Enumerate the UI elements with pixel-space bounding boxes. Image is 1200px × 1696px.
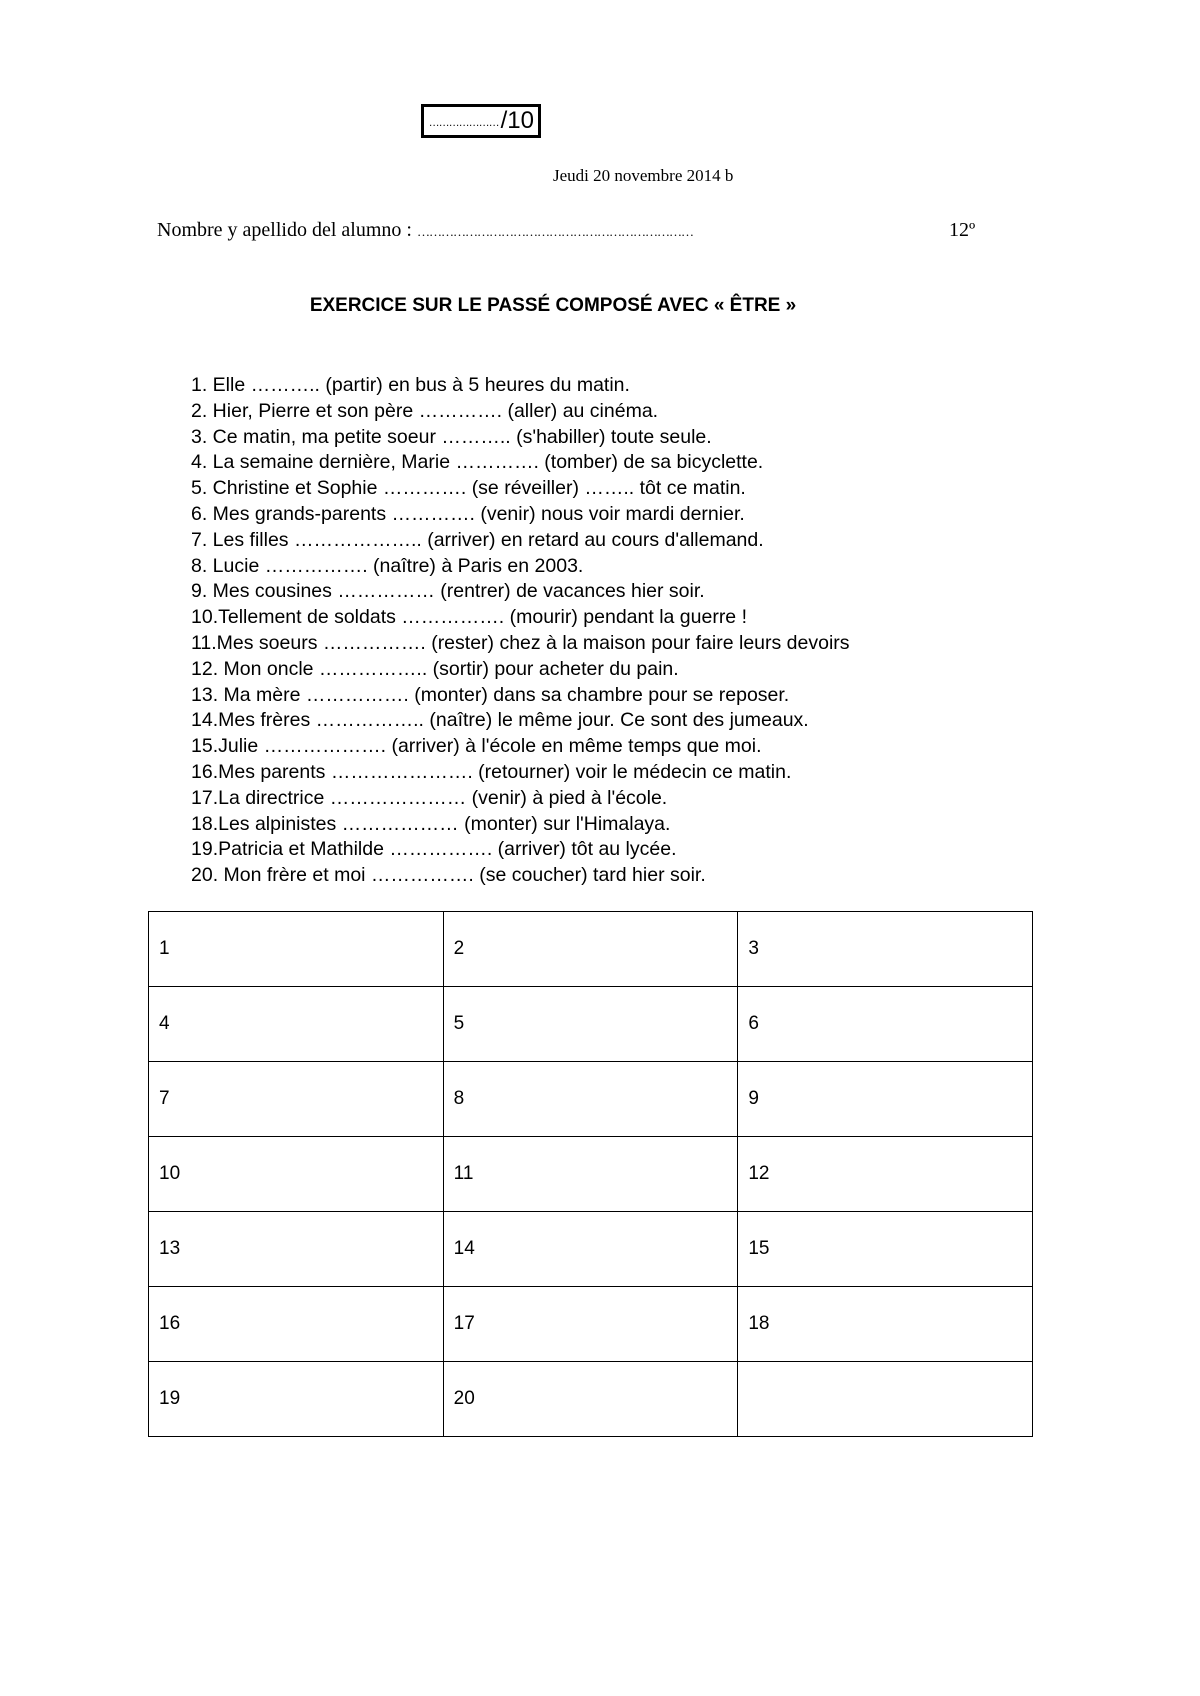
student-grade: 12º: [949, 219, 976, 241]
answer-cell[interactable]: 15: [738, 1212, 1033, 1287]
student-name-label: Nombre y apellido del alumno :: [157, 219, 412, 241]
exercise-list: [191, 373, 850, 889]
answer-cell[interactable]: 1: [149, 912, 444, 987]
answer-cell[interactable]: 9: [738, 1062, 1033, 1137]
answer-cell[interactable]: 20: [443, 1362, 738, 1437]
answer-cell[interactable]: 19: [149, 1362, 444, 1437]
answer-row: [149, 1137, 1033, 1212]
answer-cell[interactable]: 8: [443, 1062, 738, 1137]
answer-cell[interactable]: 16: [149, 1287, 444, 1362]
answer-cell[interactable]: 7: [149, 1062, 444, 1137]
answer-row: [149, 987, 1033, 1062]
answer-grid: [148, 911, 1033, 1437]
answer-cell[interactable]: 17: [443, 1287, 738, 1362]
exercise-item: 12. Mon oncle …………….. (sortir) pour acheter du pain.: [191, 657, 679, 680]
exercise-item: 19.Patricia et Mathilde ……………. (arriver) tôt au lycée.: [191, 838, 677, 861]
exercise-item: 10.Tellement de soldats ……………. (mourir) pendant la guerre !: [191, 606, 747, 629]
answer-cell[interactable]: 11: [443, 1137, 738, 1212]
exercise-item: 14.Mes frères …………….. (naître) le même jour. Ce sont des jumeaux.: [191, 709, 809, 732]
answer-cell[interactable]: 10: [149, 1137, 444, 1212]
exercise-item: 1. Elle ……….. (partir) en bus à 5 heures du matin.: [191, 374, 630, 396]
exercise-item: 16.Mes parents …………………. (retourner) voir le médecin ce matin.: [191, 760, 792, 783]
exercise-item: 7. Les filles ……………….. (arriver) en retard au cours d'allemand.: [191, 528, 764, 551]
answer-cell[interactable]: 14: [443, 1212, 738, 1287]
answer-cell[interactable]: [738, 1362, 1033, 1437]
exercise-item: 11.Mes soeurs ……………. (rester) chez à la maison pour faire leurs devoirs: [191, 631, 850, 654]
exercise-item: 4. La semaine dernière, Marie …………. (tomber) de sa bicyclette.: [191, 451, 764, 474]
answer-cell[interactable]: 18: [738, 1287, 1033, 1362]
page-title: EXERCICE SUR LE PASSÉ COMPOSÉ AVEC « ÊTRE »: [309, 295, 797, 316]
exercise-item: 8. Lucie ……………. (naître) à Paris en 2003.: [191, 554, 584, 577]
answer-row: [149, 1062, 1033, 1137]
score-total: /10: [500, 107, 534, 134]
student-name-blank[interactable]: ……………………………………………………………: [416, 224, 693, 239]
student-name-line: [157, 219, 693, 242]
answer-row: [149, 1287, 1033, 1362]
answer-cell[interactable]: 6: [738, 987, 1033, 1062]
score-blank[interactable]: …………………: [428, 117, 499, 129]
exercise-item: 13. Ma mère ……………. (monter) dans sa chambre pour se reposer.: [191, 683, 790, 706]
exercise-item: 15.Julie ………………. (arriver) à l'école en même temps que moi.: [191, 735, 762, 758]
answer-cell[interactable]: 2: [443, 912, 738, 987]
answer-cell[interactable]: 12: [738, 1137, 1033, 1212]
answer-cell[interactable]: 4: [149, 987, 444, 1062]
exercise-item: 9. Mes cousines …………… (rentrer) de vacances hier soir.: [191, 580, 705, 603]
answer-cell[interactable]: 3: [738, 912, 1033, 987]
answer-row: [149, 912, 1033, 987]
answer-cell[interactable]: 13: [149, 1212, 444, 1287]
answer-row: [149, 1362, 1033, 1437]
exercise-item: 18.Les alpinistes ……………… (monter) sur l'Himalaya.: [191, 812, 671, 835]
answer-row: [149, 1212, 1033, 1287]
date: Jeudi 20 novembre 2014 b: [553, 166, 734, 185]
exercise-item: 2. Hier, Pierre et son père …………. (aller) au cinéma.: [191, 399, 659, 422]
score-box: [421, 104, 541, 138]
answer-cell[interactable]: 5: [443, 987, 738, 1062]
exercise-item: 20. Mon frère et moi ……………. (se coucher) tard hier soir.: [191, 864, 706, 887]
exercise-item: 17.La directrice ………………… (venir) à pied à l'école.: [191, 786, 668, 809]
exercise-item: 6. Mes grands-parents …………. (venir) nous voir mardi dernier.: [191, 502, 745, 525]
exercise-item: 5. Christine et Sophie …………. (se réveiller) …….. tôt ce matin.: [191, 477, 746, 500]
exercise-item: 3. Ce matin, ma petite soeur ……….. (s'habiller) toute seule.: [191, 425, 712, 448]
